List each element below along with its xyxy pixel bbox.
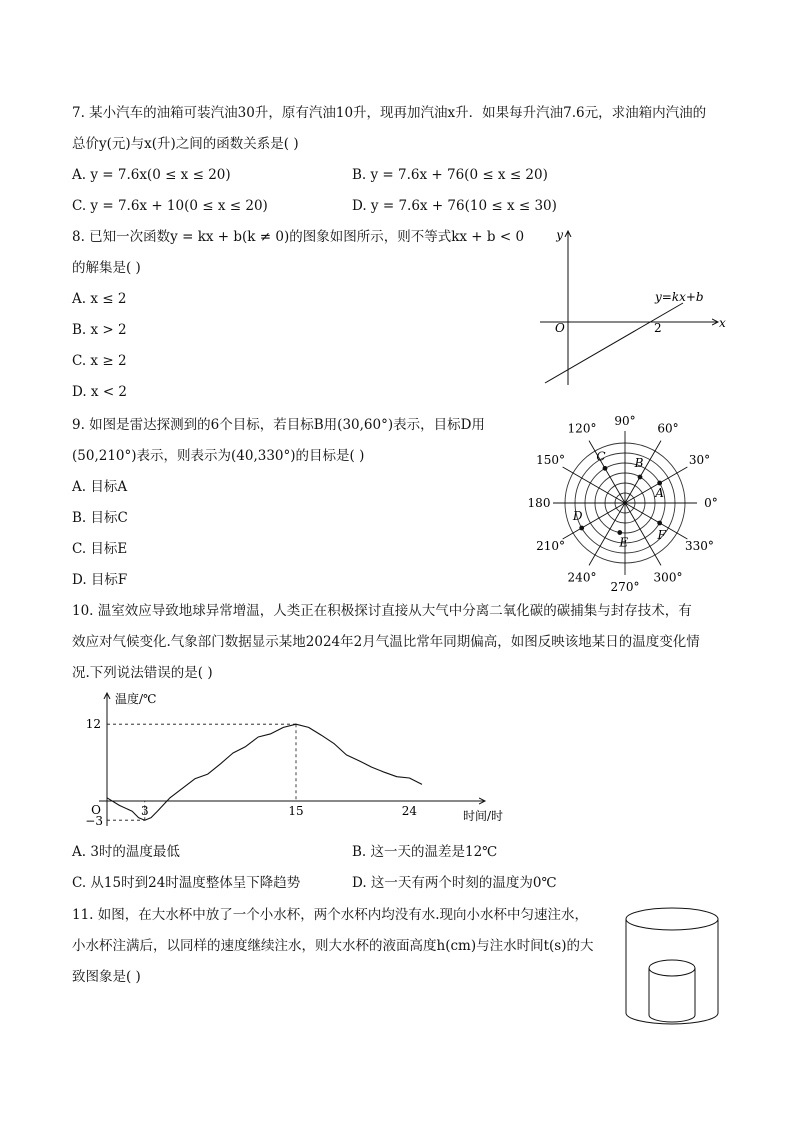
radar-angle-label: 270°	[610, 580, 640, 594]
radar-diagram	[520, 410, 730, 596]
q9-stem-line1: 9. 如图是雷达探测到的6个目标，若目标B用(30,60°)表示，目标D用	[72, 417, 485, 433]
x-axis-title: 时间/时	[463, 809, 504, 823]
q9-option-b[interactable]: B. 目标C	[72, 510, 128, 526]
x-axis-label: x	[719, 316, 726, 330]
q8-option-a[interactable]: A. x ≤ 2	[72, 291, 127, 307]
q7-option-a[interactable]: A. y = 7.6x(0 ≤ x ≤ 20)	[72, 167, 231, 183]
radar-target-d-label: D	[572, 509, 583, 523]
q10-stem-line2: 效应对气候变化.气象部门数据显示某地2024年2月气温比常年同期偏高，如图反映该地某日的温度变化情	[72, 634, 700, 650]
radar-angle-label: 0°	[704, 496, 718, 510]
radar-target-c-label: C	[596, 449, 606, 464]
radar-angle-label: 90°	[614, 414, 636, 428]
q7-stem-line2: 总价y(元)与x(升)之间的函数关系是( )	[72, 136, 299, 152]
radar-angle-label: 210°	[536, 539, 565, 553]
radar-angle-label: 180	[527, 496, 551, 510]
linear-function-graph	[535, 225, 725, 390]
q8-option-c[interactable]: C. x ≥ 2	[72, 353, 127, 369]
q9-stem-line2: (50,210°)表示，则表示为(40,330°)的目标是( )	[72, 448, 365, 464]
q7-option-d[interactable]: D. y = 7.6x + 76(10 ≤ x ≤ 30)	[352, 198, 557, 214]
radar-target-f-dot	[657, 521, 662, 526]
q11-stem-line3: 致图象是( )	[72, 969, 141, 985]
radar-angle-label: 150°	[536, 453, 565, 467]
radar-angle-label: 30°	[688, 453, 711, 467]
x-tick-label: 3	[140, 804, 149, 818]
small-cup-rim	[649, 960, 695, 976]
q10-stem-line1: 10. 温室效应导致地球异常增温，人类正在积极探讨直接从大气中分离二氧化碳的碳捕集与封存技术，有	[72, 603, 692, 619]
q9-option-c[interactable]: C. 目标E	[72, 541, 128, 557]
radar-target-e-dot	[617, 530, 622, 535]
q10-option-b[interactable]: B. 这一天的温差是12℃	[352, 844, 498, 860]
intercept-label: 2	[654, 321, 662, 335]
q10-stem-line3: 况.下列说法错误的是( )	[72, 665, 213, 681]
q11-stem-line1: 11. 如图，在大水杯中放了一个小水杯，两个水杯内均没有水.现向小水杯中匀速注水，	[72, 907, 589, 923]
y-axis-title: 温度/℃	[115, 692, 157, 706]
radar-target-a-dot	[657, 481, 662, 486]
q10-option-a[interactable]: A. 3时的温度最低	[72, 844, 180, 860]
q9-option-d[interactable]: D. 目标F	[72, 572, 128, 588]
function-line	[545, 303, 683, 383]
radar-target-c-dot	[603, 466, 608, 471]
radar-target-d-dot	[579, 526, 584, 531]
nested-cups-figure	[620, 905, 730, 1030]
y-tick-label: −3	[85, 814, 103, 829]
q9-option-a[interactable]: A. 目标A	[72, 479, 128, 495]
radar-angle-label: 60°	[657, 421, 679, 436]
q8-stem-line2: 的解集是( )	[72, 260, 141, 276]
temperature-curve	[107, 724, 422, 820]
small-cup-bottom	[649, 1015, 695, 1022]
radar-angle-label: 240°	[567, 570, 597, 585]
q8-option-b[interactable]: B. x > 2	[72, 322, 127, 338]
radar-target-e-label: E	[619, 535, 629, 550]
function-label: y=kx+b	[655, 290, 704, 304]
y-tick-label: 12	[85, 717, 101, 732]
radar-rays	[553, 431, 697, 575]
q10-option-d[interactable]: D. 这一天有两个时刻的温度为0℃	[352, 875, 557, 891]
origin-label: O	[91, 803, 101, 817]
x-tick-label: 15	[288, 804, 304, 818]
q10-option-c[interactable]: C. 从15时到24时温度整体呈下降趋势	[72, 875, 301, 891]
radar-target-f-label: F	[657, 528, 666, 542]
radar-target-b-label: B	[634, 456, 644, 471]
q7-option-b[interactable]: B. y = 7.6x + 76(0 ≤ x ≤ 20)	[352, 167, 548, 183]
radar-target-b-dot	[638, 475, 643, 480]
radar-angle-label: 330°	[685, 539, 714, 553]
big-cup-rim	[626, 908, 718, 930]
radar-angle-label: 120°	[567, 421, 597, 436]
q8-option-d[interactable]: D. x < 2	[72, 384, 128, 400]
x-tick-label: 24	[401, 804, 418, 818]
q11-stem-line2: 小水杯注满后，以同样的速度继续注水，则大水杯的液面高度h(cm)与注水时间t(s)的大	[72, 938, 594, 954]
temperature-chart	[72, 688, 522, 828]
q7-option-c[interactable]: C. y = 7.6x + 10(0 ≤ x ≤ 20)	[72, 198, 268, 214]
y-axis-label: y	[556, 228, 563, 242]
q8-stem-line1: 8. 已知一次函数y = kx + b(k ≠ 0)的图象如图所示，则不等式kx + b < 0	[72, 229, 525, 245]
origin-label: O	[555, 321, 565, 335]
q7-stem-line1: 7. 某小汽车的油箱可装汽油30升，原有汽油10升，现再加汽油x升．如果每升汽油7.6元，求油箱内汽油的	[72, 105, 707, 121]
radar-angle-label: 300°	[653, 570, 683, 585]
radar-target-a-label: A	[655, 486, 664, 500]
